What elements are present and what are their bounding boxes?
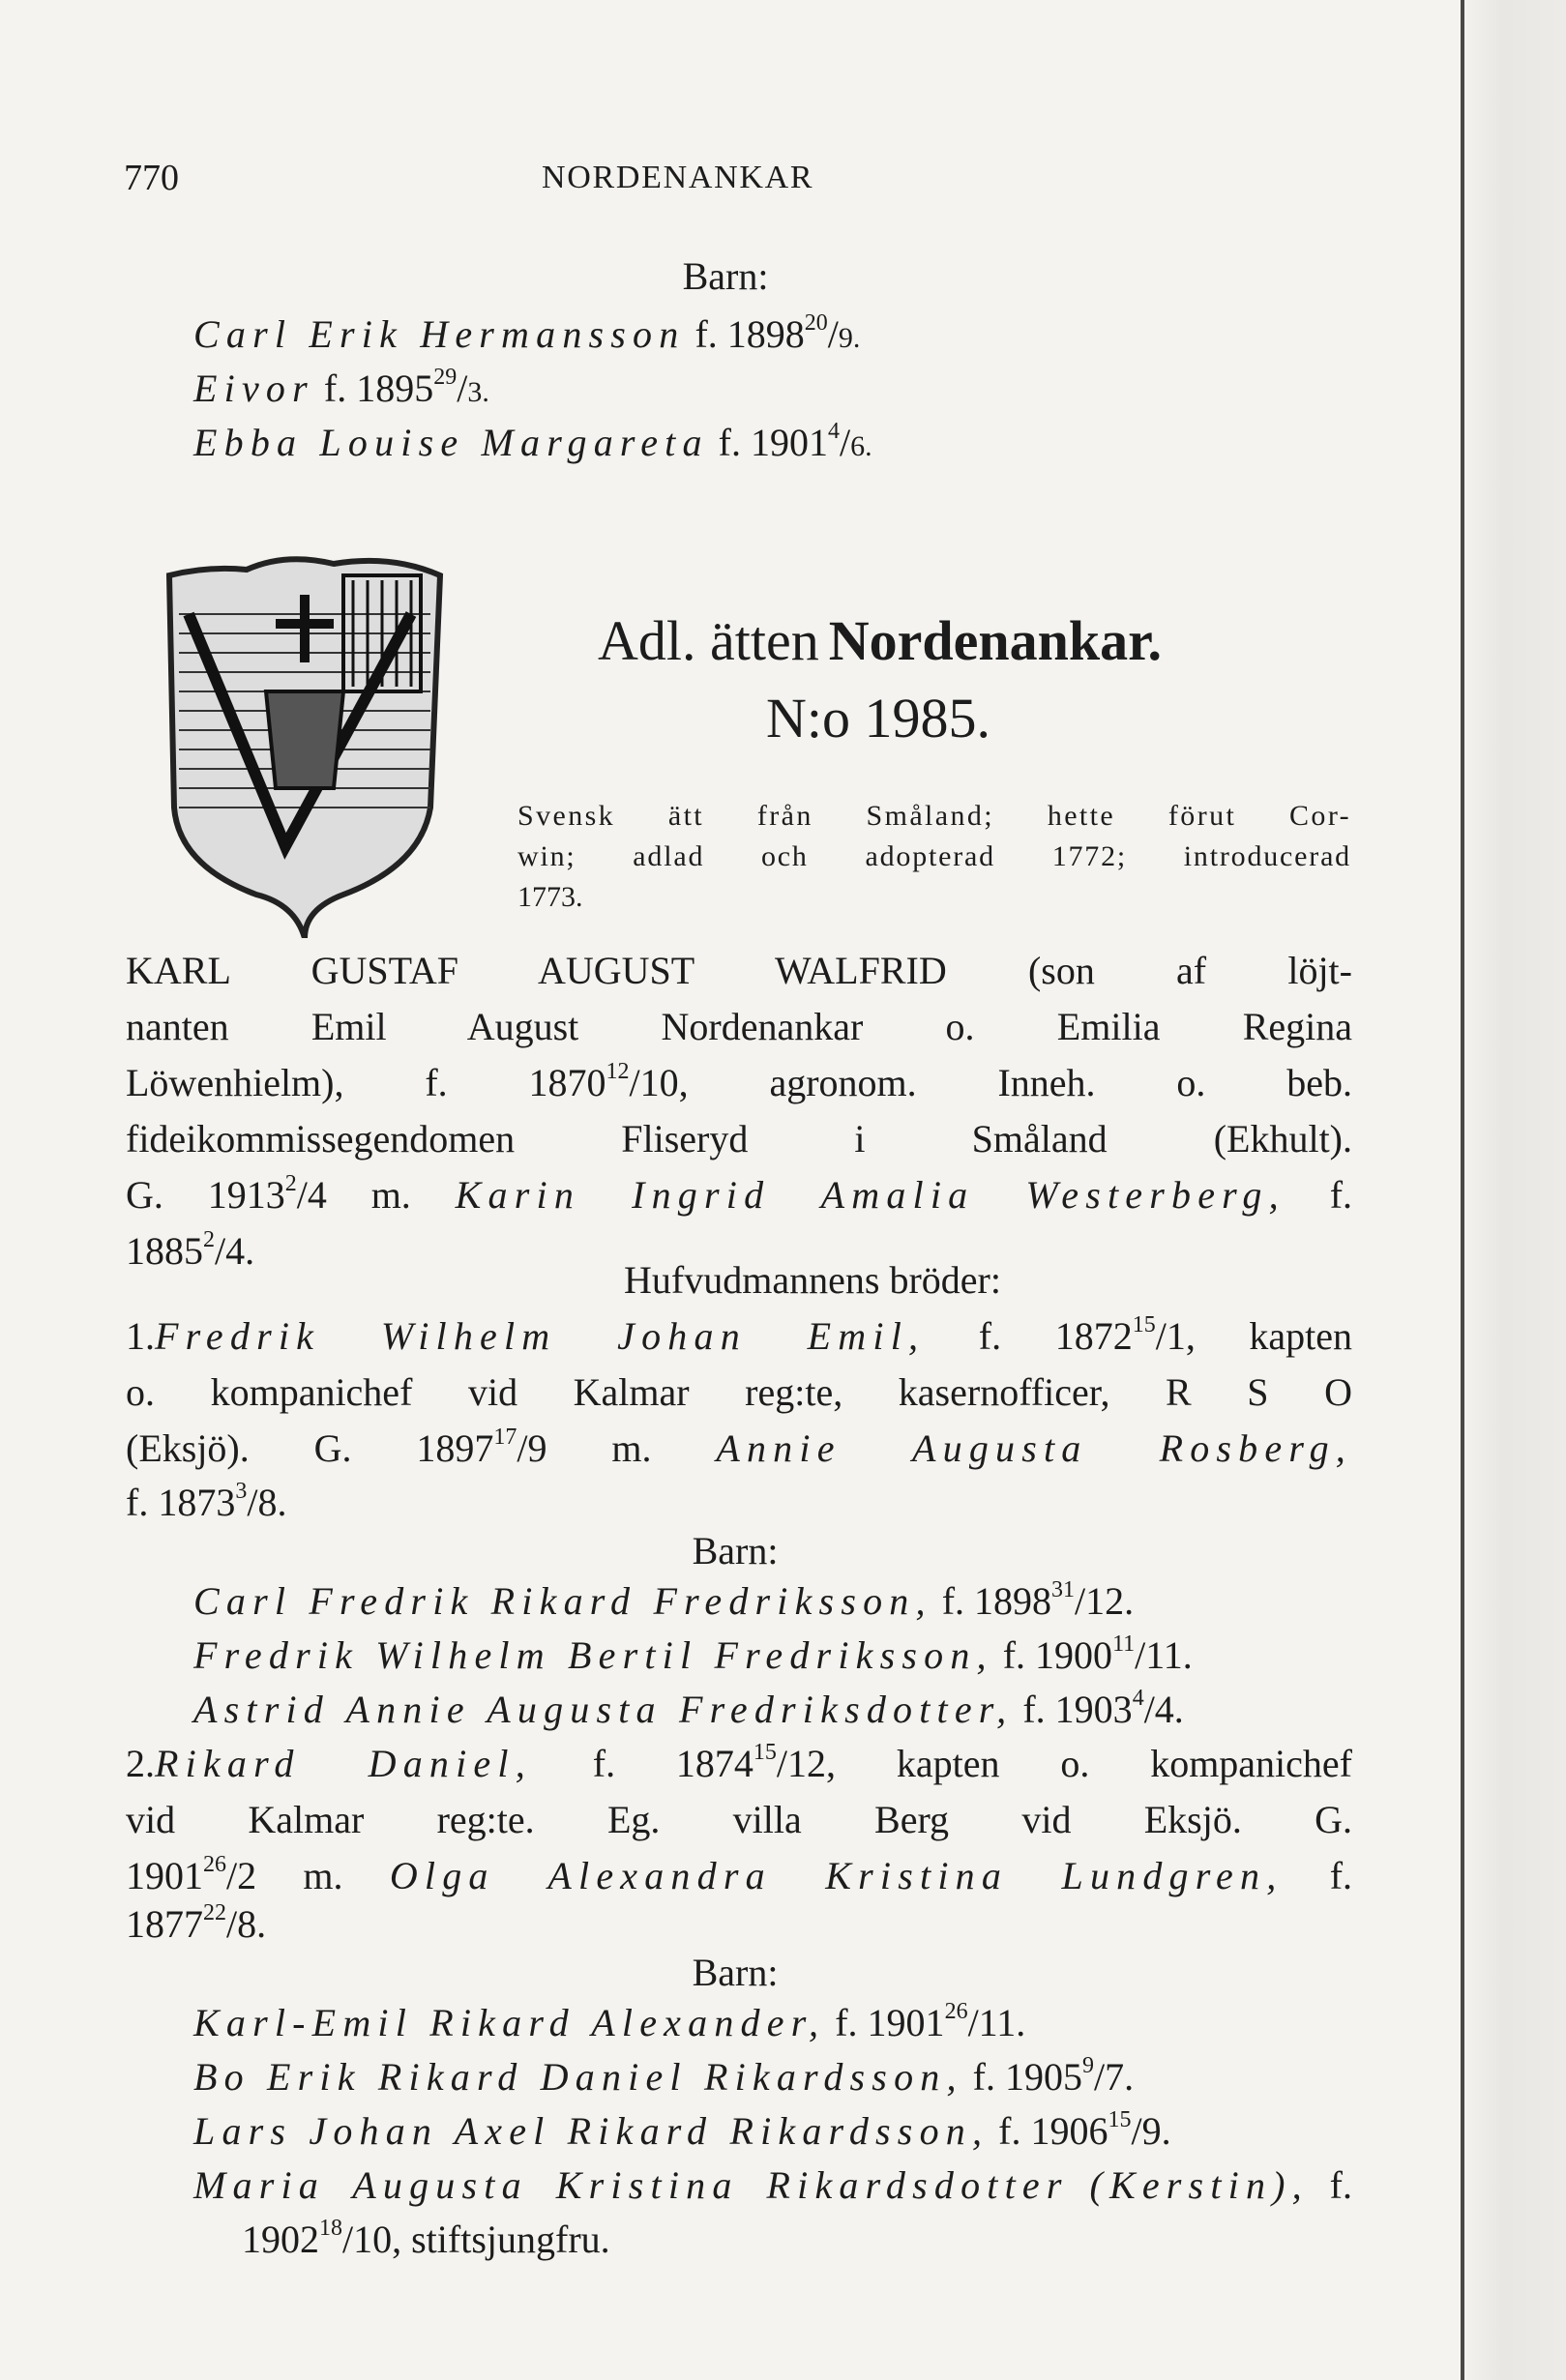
child-name: Eivor bbox=[193, 367, 314, 410]
running-title: NORDENANKAR bbox=[542, 160, 814, 195]
text-segment: 1885 bbox=[126, 1229, 203, 1273]
head-line-4: fideikommissegendomen Fliseryd i Småland (Ekhult). bbox=[126, 1117, 1352, 1161]
text-segment: f. 1898 bbox=[941, 1579, 1052, 1623]
item-number: 2. bbox=[126, 1742, 155, 1785]
text-segment: 1901 bbox=[126, 1854, 203, 1897]
child-line bbox=[193, 1578, 1134, 1625]
children-heading: Barn: bbox=[692, 1529, 779, 1572]
family-title bbox=[598, 609, 1162, 679]
child-line: Carl Erik Hermansson f. 1898$^{20}$/9. bbox=[193, 310, 861, 356]
head-line-3 bbox=[126, 1060, 1352, 1106]
page-number: 770 bbox=[124, 158, 179, 198]
coat-of-arms-icon bbox=[150, 556, 459, 938]
family-description-1: Svensk ätt från Småland; hette förut Cor- bbox=[517, 800, 1351, 832]
head-line-5 bbox=[126, 1172, 1352, 1219]
text-segment: /2 m. bbox=[226, 1854, 343, 1897]
child-line-continued bbox=[242, 2217, 610, 2263]
children-heading: Barn: bbox=[682, 254, 769, 298]
date-day: 31 bbox=[1051, 1577, 1076, 1602]
family-title-prefix: Adl. ätten bbox=[598, 609, 819, 672]
brother2-line-4 bbox=[126, 1901, 266, 1948]
text-segment: /12, kapten o. kompanichef bbox=[776, 1742, 1352, 1785]
birth-year: 1895 bbox=[356, 367, 434, 410]
child-line bbox=[193, 2108, 1171, 2155]
date-day: 15 bbox=[753, 1740, 777, 1765]
head-line-1: KARL GUSTAF AUGUST WALFRID (son af löjt- bbox=[126, 949, 1352, 992]
text-segment: /8. bbox=[226, 1902, 267, 1946]
date-day: 4 bbox=[1132, 1686, 1144, 1711]
brother2-line-1 bbox=[126, 1741, 1352, 1787]
birth-year: 1898 bbox=[726, 312, 805, 356]
child-line bbox=[193, 2054, 1134, 2101]
child-name: Fredrik Wilhelm Bertil Fredriksson, bbox=[193, 1633, 993, 1677]
family-description-2: win; adlad och adopterad 1772; introducerad bbox=[517, 840, 1351, 872]
text-segment: Löwenhielm), f. 1870 bbox=[126, 1061, 606, 1104]
spouse-name: Karin Ingrid Amalia Westerberg, bbox=[455, 1173, 1285, 1217]
child-name: Bo Erik Rikard Daniel Rikardsson, bbox=[193, 2055, 963, 2099]
text-segment: G. 1913 bbox=[126, 1173, 285, 1217]
text-segment: /1, kapten bbox=[1155, 1314, 1353, 1358]
text-segment: /10, stiftsjungfru. bbox=[342, 2218, 610, 2261]
text-segment: /4. bbox=[1143, 1688, 1184, 1731]
spouse-name: Olga Alexandra Kristina Lundgren, bbox=[389, 1854, 1284, 1897]
text-segment: /4 m. bbox=[296, 1173, 411, 1217]
text-segment: /11. bbox=[1135, 1633, 1193, 1677]
date-day: 2 bbox=[203, 1227, 215, 1252]
child-name: Carl Fredrik Rikard Fredriksson, bbox=[193, 1579, 932, 1623]
text-segment: f. bbox=[1329, 2163, 1352, 2207]
text-segment: f. 1906 bbox=[998, 2109, 1108, 2153]
head-line-2: nanten Emil August Nordenankar o. Emilia Regina bbox=[126, 1005, 1352, 1048]
birth-day: 29 bbox=[433, 365, 458, 390]
text-segment: f. 1900 bbox=[1002, 1633, 1113, 1677]
family-number: N:o 1985. bbox=[766, 687, 990, 749]
text-segment: f. bbox=[1329, 1854, 1353, 1897]
child-name: Karl-Emil Rikard Alexander, bbox=[193, 2001, 826, 2044]
text-segment: f. 1901 bbox=[835, 2001, 945, 2044]
child-line bbox=[193, 2162, 1352, 2209]
date-day: 22 bbox=[203, 1900, 226, 1925]
child-line: Eivor f. 1895$^{29}$/3. bbox=[193, 365, 489, 410]
text-segment: f. 1872 bbox=[978, 1314, 1133, 1358]
text-segment: f. 1903 bbox=[1022, 1688, 1133, 1731]
text-segment: 1877 bbox=[126, 1902, 203, 1946]
brother2-line-2: vid Kalmar reg:te. Eg. villa Berg vid Eksjö. G. bbox=[126, 1798, 1352, 1841]
brother1-line-4 bbox=[126, 1480, 286, 1526]
birth-day: 4 bbox=[828, 419, 840, 444]
brother2-line-3 bbox=[126, 1853, 1352, 1899]
date-day: 26 bbox=[203, 1852, 226, 1877]
child-line: Ebba Louise Margareta f. 1901$^4$/6. bbox=[193, 419, 872, 464]
born-prefix: f. bbox=[323, 367, 347, 410]
text-segment: /7. bbox=[1094, 2055, 1135, 2099]
child-name: Ebba Louise Margareta bbox=[193, 421, 709, 464]
text-segment: f. 1873 bbox=[126, 1481, 236, 1524]
date-day: 9 bbox=[1082, 2053, 1094, 2078]
child-line bbox=[193, 1632, 1193, 1679]
page-edge bbox=[1461, 0, 1464, 2380]
children-heading: Barn: bbox=[692, 1951, 779, 1994]
child-name: Maria Augusta Kristina Rikardsdotter bbox=[193, 2163, 1069, 2207]
born-prefix: f. bbox=[718, 421, 741, 464]
child-name: Carl Erik Hermansson bbox=[193, 312, 686, 356]
birth-month: 3. bbox=[467, 376, 489, 408]
child-line bbox=[193, 2000, 1025, 2046]
date-day: 12 bbox=[606, 1059, 630, 1084]
brothers-heading: Hufvudmannens bröder: bbox=[624, 1258, 1001, 1302]
brother1-line-1 bbox=[126, 1313, 1352, 1360]
family-description-3: 1773. bbox=[517, 881, 583, 913]
date-day: 11 bbox=[1112, 1631, 1136, 1657]
date-day: 2 bbox=[284, 1171, 297, 1196]
brother1-line-2: o. kompanichef vid Kalmar reg:te, kasernofficer, R S O bbox=[126, 1370, 1352, 1414]
text-segment: 1902 bbox=[242, 2218, 319, 2261]
text-segment: /9. bbox=[1131, 2109, 1171, 2153]
born-prefix: f. bbox=[694, 312, 718, 356]
text-segment: /12. bbox=[1075, 1579, 1135, 1623]
text-segment: /10, agronom. Inneh. o. beb. bbox=[629, 1061, 1352, 1104]
text-segment: f. bbox=[1329, 1173, 1353, 1217]
date-day: 15 bbox=[1132, 1312, 1156, 1337]
page-shadow bbox=[1460, 0, 1566, 2380]
text-segment: f. 1905 bbox=[972, 2055, 1082, 2099]
date-day: 15 bbox=[1108, 2107, 1132, 2132]
item-number: 1. bbox=[126, 1314, 155, 1358]
birth-month: 9. bbox=[838, 322, 861, 354]
text-segment: /8. bbox=[247, 1481, 287, 1524]
birth-year: 1901 bbox=[751, 421, 828, 464]
text-segment: /11. bbox=[967, 2001, 1026, 2044]
text-segment: (Eksjö). G. 1897 bbox=[126, 1426, 494, 1470]
child-line bbox=[193, 1687, 1184, 1733]
date-day: 26 bbox=[944, 1999, 968, 2024]
child-name: Lars Johan Axel Rikard Rikardsson, bbox=[193, 2109, 990, 2153]
date-day: 18 bbox=[319, 2216, 342, 2241]
birth-day: 20 bbox=[804, 310, 828, 336]
head-line-6 bbox=[126, 1228, 254, 1275]
brother-name: Rikard Daniel, bbox=[155, 1742, 532, 1785]
brother-name: Fredrik Wilhelm Johan Emil, bbox=[155, 1314, 926, 1358]
text-segment: /9 m. bbox=[517, 1426, 652, 1470]
family-title-name: Nordenankar. bbox=[828, 609, 1163, 672]
spouse-name: Annie Augusta Rosberg, bbox=[716, 1426, 1353, 1470]
birth-month: 6. bbox=[850, 430, 872, 462]
date-day: 3 bbox=[235, 1479, 248, 1504]
brother1-line-3 bbox=[126, 1425, 1352, 1472]
text-segment: /4. bbox=[215, 1229, 255, 1273]
nickname: (Kerstin), bbox=[1089, 2163, 1309, 2207]
text-segment: f. 1874 bbox=[592, 1742, 753, 1785]
date-day: 17 bbox=[493, 1425, 517, 1450]
child-name: Astrid Annie Augusta Fredriksdotter, bbox=[193, 1688, 1014, 1731]
